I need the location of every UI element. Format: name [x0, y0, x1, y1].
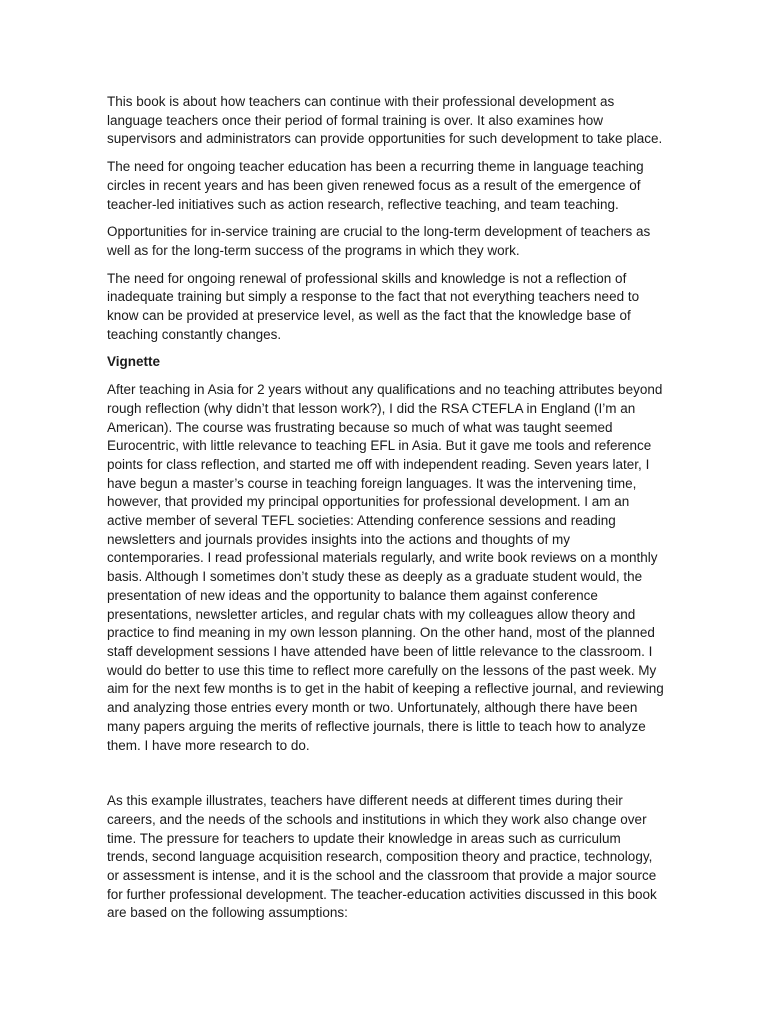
- vignette-heading: Vignette: [107, 354, 161, 370]
- document-page: [107, 93, 665, 932]
- section-spacer: [107, 764, 665, 792]
- vignette-paragraph: After teaching in Asia for 2 years without any qualifications and no teaching attributes beyond rough reflection (why didn’t that lesson work?), I did the RSA CTEFLA in England (I’m an American). The course was frustrating because so much of what was taught seemed Eurocentric, with little relevance to teaching EFL in Asia. But it gave me tools and reference points for class reflection, and started me off with independent reading. Seven years later, I have begun a master’s course in teaching foreign languages. It was the intervening time, however, that provided my principal opportunities for professional development. I am an active member of several TEFL societies: Attending conference sessions and reading newsletters and journals provides insights into the actions and thoughts of my contemporaries. I read professional materials regularly, and write book reviews on a monthly basis. Although I sometimes don’t study these as deeply as a graduate student would, the presentation of new ideas and the opportunity to balance them against conference presentations, newsletter articles, and regular chats with my colleagues allow theory and practice to find meaning in my own lesson planning. On the other hand, most of the planned staff development sessions I have attended have been of little relevance to the classroom. I would do better to use this time to reflect more carefully on the lessons of the past week. My aim for the next few months is to get in the habit of keeping a reflective journal, and reviewing and analyzing those entries every month or two. Unfortunately, although there have been many papers arguing the merits of reflective journals, there is little to teach how to analyze them. I have more research to do.: [107, 382, 664, 753]
- intro-paragraph-3: Opportunities for in-service training are crucial to the long-term development of teachers as well as for the long-term success of the programs in which they work.: [107, 224, 651, 258]
- intro-paragraph-2: The need for ongoing teacher education has been a recurring theme in language teaching circles in recent years and has been given renewed focus as a result of the emergence of teacher-led initiatives such as action research, reflective teaching, and team teaching.: [107, 159, 644, 212]
- closing-paragraph: As this example illustrates, teachers have different needs at different times during their careers, and the needs of the schools and institutions in which they work also change over time. The pressure for teachers to update their knowledge in areas such as curriculum trends, second language acquisition research, composition theory and practice, technology, or assessment is intense, and it is the school and the classroom that provide a major source for further professional development. The teacher-education activities discussed in this book are based on the following assumptions:: [107, 793, 657, 921]
- intro-paragraph-4: The need for ongoing renewal of professional skills and knowledge is not a reflection of inadequate training but simply a response to the fact that not everything teachers need to know can be provided at preservice level, as well as the fact that the knowledge base of teaching constantly changes.: [107, 270, 640, 342]
- intro-paragraph-1: This book is about how teachers can continue with their professional development as language teachers once their period of formal training is over. It also examines how supervisors and administrators can provide opportunities for such development to take place.: [107, 94, 663, 147]
